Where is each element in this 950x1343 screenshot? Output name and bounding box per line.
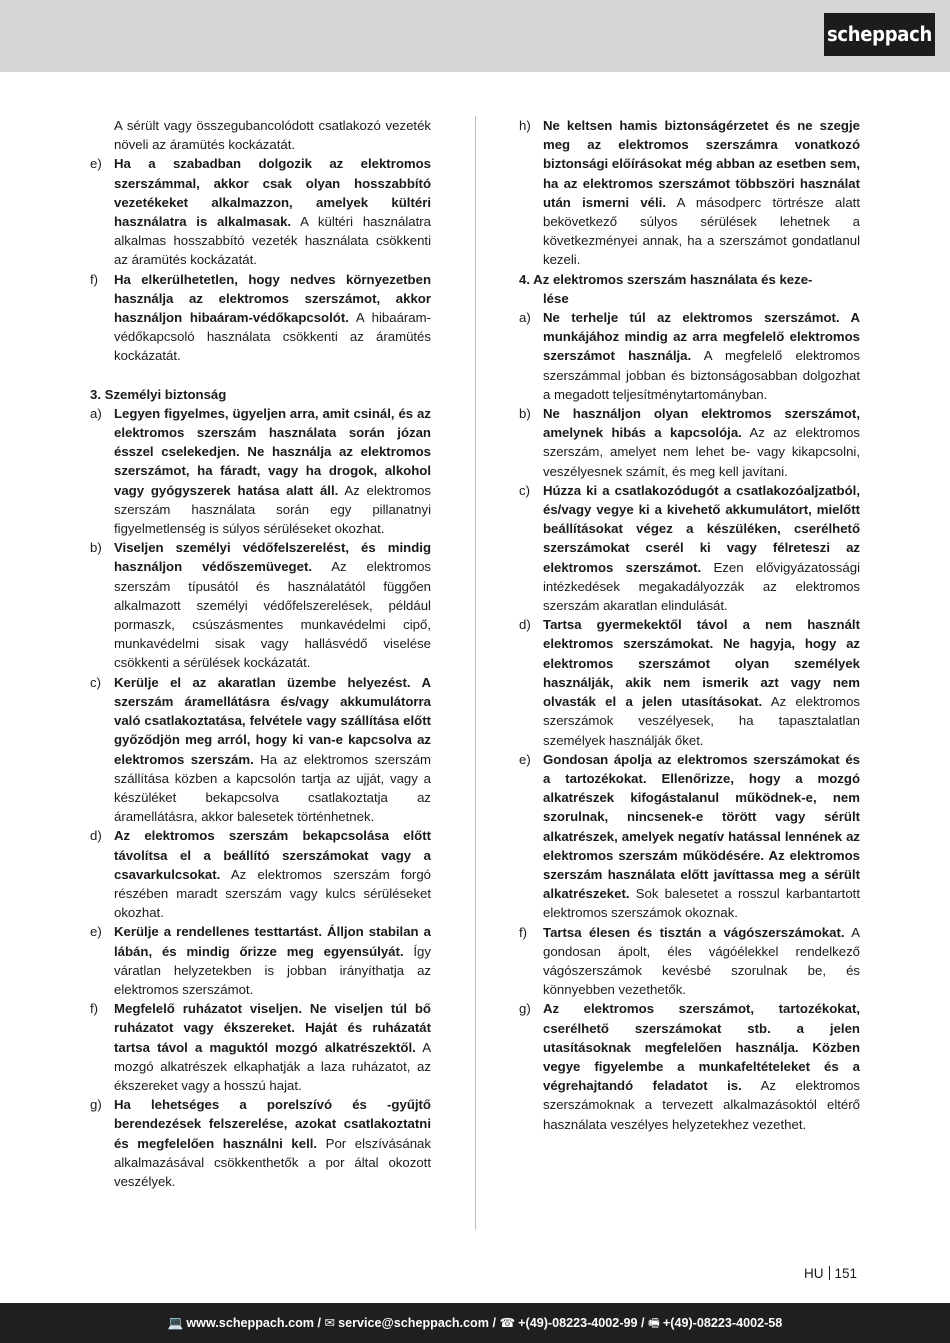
list-item xyxy=(90,270,431,366)
list-item xyxy=(519,999,860,1133)
list-item-text: Ezen elővigyázatossági intézkedések megakadályozzák az elektromos szerszám akaratlan elindulását. xyxy=(543,559,860,614)
list-item xyxy=(519,615,860,749)
list-item-label: e) xyxy=(90,156,102,172)
list-item-bold-text: Ha lehetséges a porelszívó és -gyűjtő berendezések felszerelése, azokat csatlakoztatni és megfelelően használni kell. xyxy=(114,1097,431,1151)
list-item-bold-text: Legyen figyelmes, ügyeljen arra, amit csinál, és az elektromos szerszám használata során józan ésszel cselekedjen. Ne használja az elektromos szerszámot, ha fáradt, vagy ha drogok, alkohol vagy gyógyszerek hatása alatt áll. xyxy=(114,405,431,498)
page-number xyxy=(804,1265,857,1283)
left-column xyxy=(90,116,431,1191)
list-item xyxy=(90,154,431,269)
list-item-label: c) xyxy=(90,674,101,690)
footer-fax: +(49)-08223-4002-58 xyxy=(662,1316,783,1330)
footer-phone: +(49)-08223-4002-99 / xyxy=(518,1316,645,1330)
list-item xyxy=(90,404,431,538)
list-item xyxy=(90,826,431,922)
list-item-bold-text: Gondosan ápolja az elektromos szerszámokat és a tartozékokat. Ellenőrizze, hogy a mozgó alkatrészek kifogástalanul működnek-e, nem szorulnak, nincsenek-e törött vagy sérült alkatrészek, amelyek negatív hatással lennének az elektromos szerszám működésére. Az elektromos szerszám használata előtt javíttassa meg a sérült alkatrészeket. xyxy=(543,751,860,902)
list-item-label: b) xyxy=(90,540,102,556)
list-item-bold-text: Megfelelő ruházatot viseljen. Ne viseljen túl bő ruházatot vagy ékszereket. Haját és ruházatát tartsa távol a maguktól mozgó alkatrészektől. xyxy=(114,1001,431,1055)
list-item-label: e) xyxy=(519,751,531,767)
header-band xyxy=(0,0,950,72)
list-item-bold-text: Ha elkerülhetetlen, hogy nedves környezetben használja az elektromos szerszámot, akkor használjon hibaáram-védőkapcsolót. xyxy=(114,271,431,326)
list-item-label: g) xyxy=(90,1097,102,1113)
intro-paragraph: A sérült vagy összegubancolódott csatlakozó vezeték növeli az áramütés kockázatát. xyxy=(114,118,431,153)
list-item-label: d) xyxy=(519,617,531,633)
spacer xyxy=(90,366,431,385)
list-item-bold-text: Ne terhelje túl az elektromos szerszámot. A munkájához mindig az arra megfelelő elektromos szerszámot használja. xyxy=(543,310,860,364)
list-item xyxy=(90,999,431,1095)
list-item-bold-text: Ne használjon olyan elektromos szerszámot, amelynek hibás a kapcsolója. xyxy=(543,406,860,441)
list-item-bold-text: Az elektromos szerszám bekapcsolása előtt távolítsa el a beállító szerszámokat vagy a csavarkulcsokat. xyxy=(114,828,431,882)
footer-bar xyxy=(0,1303,950,1343)
section-heading: 3. Személyi biztonság xyxy=(90,386,227,402)
list-item-label: a) xyxy=(90,405,102,421)
list-item-label: f) xyxy=(519,924,528,940)
section-heading: 4. Az elektromos szerszám használata és keze- xyxy=(519,271,813,287)
list-item-text: A kültéri használatra alkalmas hosszabbító vezeték használata csökkenti az áramütés kockázatát. xyxy=(114,214,431,268)
list-item-text: A másodperc törtrésze alatt bekövetkező súlyos sérülések lehetnek a következményei annak, ha a szerszámot gondatlanul kezeli. xyxy=(543,194,860,268)
list-item-text: A gondosan ápolt, éles vágóélekkel rendelkező vágószerszámok kevésbé szorulnak be, és könnyebben vezethetők. xyxy=(543,924,861,998)
footer-email-link[interactable]: service@scheppach.com / xyxy=(338,1316,496,1330)
list-item-text: Így váratlan helyzetekben is jobban irányíthatja az elektromos szerszámot. xyxy=(114,943,431,997)
list-item-label: f) xyxy=(90,271,99,287)
list-item-text: Sok balesetet a rosszul karbantartott elektromos szerszámok okoznak. xyxy=(543,886,860,921)
footer-website-link[interactable]: www.scheppach.com / xyxy=(186,1316,321,1330)
phone-icon: ☎ xyxy=(499,1316,516,1330)
list-item xyxy=(519,308,860,404)
list-item-bold-text: Viseljen személyi védőfelszerelést, és mindig használjon védőszemüveget. xyxy=(114,540,431,575)
list-item-text: Az az elektromos szerszám, amelyet nem lehet be- vagy kikapcsolni, veszélyesnek számít, és meg kell javítani. xyxy=(543,425,861,479)
list-item-label: b) xyxy=(519,406,531,422)
list-item-bold-text: Tartsa gyermekektől távol a nem használt elektromos szerszámokat. Ne hagyja, hogy az elektromos szerszámot olyan személyek használják, akik nem ismerik azt vagy nem olvasták el a jelen utasításokat. xyxy=(543,617,860,710)
list-item-label: e) xyxy=(90,924,102,940)
email-icon: ✉ xyxy=(324,1316,336,1330)
list-item-text: Az elektromos szerszám forgó részében maradt szerszám vagy kulcs sérüléseket okozhat. xyxy=(114,866,431,921)
list-item xyxy=(519,481,860,615)
scheppach-logo: scheppach xyxy=(824,13,935,56)
list-item-text: Por elszívásának alkalmazásával csökkenthetők a por által okozott veszélyek. xyxy=(114,1135,431,1189)
list-item-text: Az elektromos szerszám típusától és használatától függően alkalmazott személyi védőfelszerelések, például pormaszk, csúszásmentes munkavédelmi cipő, munkavédelmi sisak vagy hallásvédő viselése csökkenti a sérülések kockázatát. xyxy=(114,559,432,671)
list-item xyxy=(90,1095,431,1191)
list-item-bold-text: Ne keltsen hamis biztonságérzetet és ne szegje meg az elektromos szerszámra vonatkozó biztonsági előírásokat még abban az esetben sem, ha az elektromos szerszámot többszöri használat után ismerni véli. xyxy=(543,118,860,210)
list-item xyxy=(519,116,860,270)
page-number-value: 151 xyxy=(834,1266,858,1281)
list-item-bold-text: Kerülje a rendellenes testtartást. Álljon stabilan a lábán, és mindig őrizze meg egyensúlyát. xyxy=(114,924,431,959)
column-divider xyxy=(475,116,476,1230)
list-item-bold-text: Kerülje el az akaratlan üzembe helyezést. A szerszám áramellátásra és/vagy akkumulátorra való csatlakoztatása, felvétele vagy szállítása előtt győződjön meg arról, hogy ki van-e kapcsolva az elektromos szerszám. xyxy=(114,674,431,767)
list-item-text: Az elektromos szerszámok veszélyesek, ha tapasztalatlan személyek használják őket. xyxy=(543,694,860,748)
list-item xyxy=(90,538,431,672)
page-language: HU xyxy=(804,1266,824,1281)
list-item-bold-text: Húzza ki a csatlakozódugót a csatlakozóaljzatból, és/vagy vegye ki a kivehető akkumulátort, mielőtt beállításokat végez a készüléken, cserélhető szerszámokat cserél ki vagy félreteszi az elektromos szerszámot. xyxy=(543,482,860,575)
list-item-bold-text: Ha a szabadban dolgozik az elektromos szerszámmal, akkor csak olyan hosszabbító vezetékeket alkalmazzon, amelyek kültéri használatra is alkalmasak. xyxy=(114,156,431,230)
list-item-text: Az elektromos szerszám használata során egy pillanatnyi figyelmetlenség is súlyos sérüléseket okozhat. xyxy=(114,482,432,537)
list-item-text: A mozgó alkatrészek elkaphatják a laza ruházatot, az ékszereket vagy a hosszú hajat. xyxy=(114,1039,431,1093)
list-item-label: h) xyxy=(519,118,531,133)
list-item-label: c) xyxy=(519,482,530,498)
list-item-text: A hibaáram-védőkapcsoló használata csökkenti az áramütés kockázatát. xyxy=(114,310,432,364)
list-item-label: d) xyxy=(90,828,102,844)
list-item xyxy=(519,404,860,481)
page-number-separator xyxy=(829,1266,830,1280)
right-column xyxy=(519,116,860,1134)
list-item-label: g) xyxy=(519,1001,531,1017)
list-item xyxy=(90,673,431,827)
list-item-label: f) xyxy=(90,1001,99,1017)
list-item xyxy=(519,923,860,1000)
computer-icon: 💻 xyxy=(167,1316,184,1330)
list-item xyxy=(519,750,860,923)
list-item-text: Az elektromos szerszámoknak a tervezett alkalmazásoktól eltérő használata veszélyes helyzetekhez vezethet. xyxy=(543,1078,860,1132)
section-heading-continuation: lése xyxy=(543,290,569,306)
list-item xyxy=(90,922,431,999)
list-item-bold-text: Az elektromos szerszámot, tartozékokat, cserélhető szerszámokat stb. a jelen utasításoknak megfelelően használja. Közben vegye figyelembe a munkafeltételeket és a végrehajtandó feladatot is. xyxy=(543,1001,860,1094)
list-item-bold-text: Tartsa élesen és tisztán a vágószerszámokat. xyxy=(543,924,845,940)
list-item-text: Ha az elektromos szerszám szállítása közben a kapcsolón tartja az ujját, vagy a készüléket bekapcsolva csatlakoztatja az áramellátásra, akkor balesetek történhetnek. xyxy=(114,751,432,825)
list-item-label: a) xyxy=(519,310,531,326)
list-item-text: A megfelelő elektromos szerszámmal jobban és biztonságosabban dolgozhat a megadott teljesítménytartományban. xyxy=(543,348,860,402)
fax-icon: 🖷 xyxy=(648,1316,660,1330)
